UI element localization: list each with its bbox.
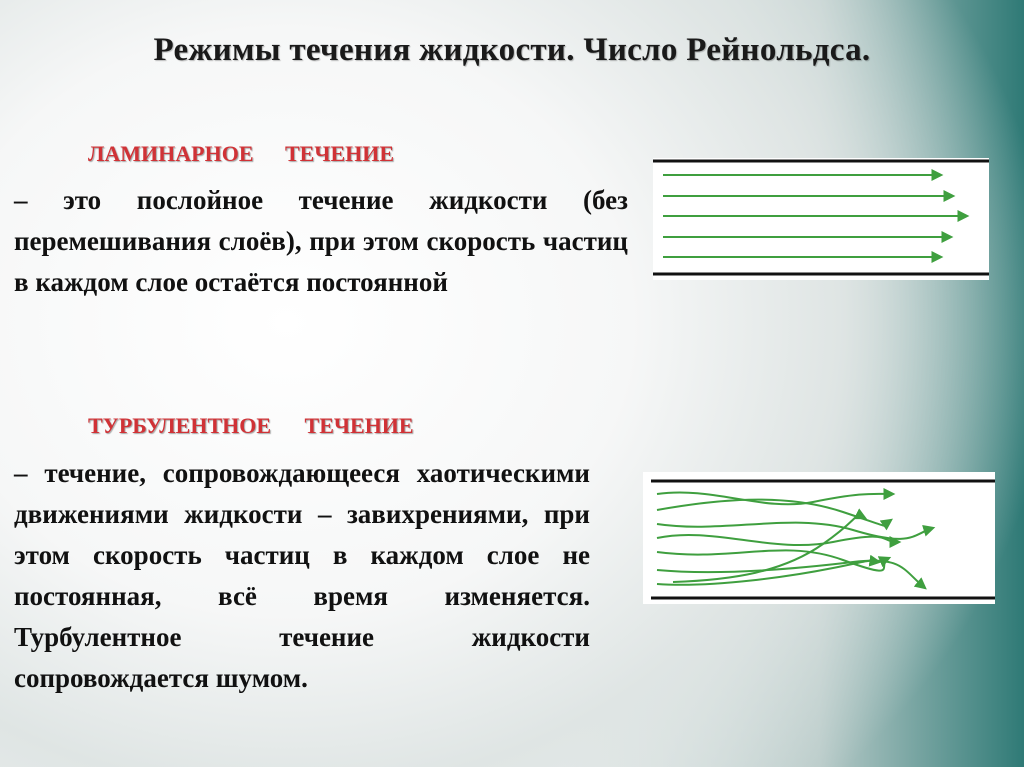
turbulent-noise-note: Турбулентное течение жидкости сопровождается шумом. (14, 622, 590, 693)
turbulent-streamline (657, 523, 933, 539)
laminar-definition: – это послойное течение жидкости (без перемешивания слоёв), при этом скорость частиц в каждом слое остаётся постоянной (14, 185, 628, 297)
laminar-heading: ЛАМИНАРНОЕ ТЕЧЕНИЕ (88, 141, 395, 166)
turbulent-definition (14, 453, 590, 699)
turbulent-flow-diagram (643, 472, 995, 604)
turbulent-streamline (657, 535, 899, 545)
turbulent-streamline (657, 492, 893, 504)
turbulent-definition-text: – течение, сопровождающееся хаотическими движениями жидкости – завихрениями, при этом скорость частиц в каждом слое не постоянная, всё время изменяется. (14, 458, 590, 611)
laminar-flow-diagram (653, 158, 989, 280)
slide-title: Режимы течения жидкости. Число Рейнольдса. (153, 32, 871, 68)
turbulent-heading: ТУРБУЛЕНТНОЕ ТЕЧЕНИЕ (88, 413, 414, 438)
